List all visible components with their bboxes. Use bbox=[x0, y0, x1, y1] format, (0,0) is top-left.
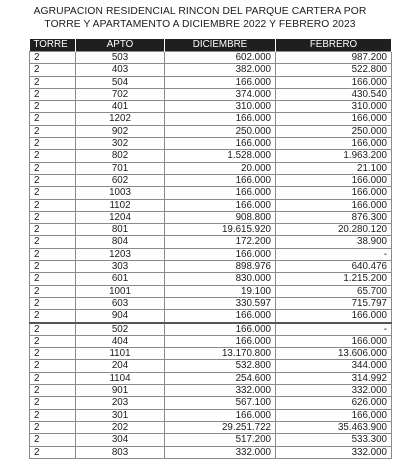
cell-apto: 404 bbox=[76, 335, 165, 347]
cell-apto: 603 bbox=[76, 297, 165, 309]
cell-febrero: 640.476 bbox=[276, 261, 392, 273]
cell-diciembre: 166.000 bbox=[165, 138, 276, 150]
cell-febrero: 166.000 bbox=[276, 113, 392, 125]
table-row bbox=[30, 64, 392, 76]
cell-apto: 702 bbox=[76, 88, 165, 100]
cell-torre: 2 bbox=[30, 236, 76, 248]
cell-apto: 1204 bbox=[76, 211, 165, 223]
cell-diciembre: 517.200 bbox=[165, 434, 276, 446]
cell-apto: 804 bbox=[76, 236, 165, 248]
cell-febrero: 715.797 bbox=[276, 297, 392, 309]
cell-torre: 2 bbox=[30, 76, 76, 88]
cell-febrero: 166.000 bbox=[276, 310, 392, 323]
cell-diciembre: 382.000 bbox=[165, 64, 276, 76]
table-row bbox=[30, 211, 392, 223]
cell-torre: 2 bbox=[30, 421, 76, 433]
cell-torre: 2 bbox=[30, 446, 76, 458]
table-row bbox=[30, 285, 392, 297]
table-row bbox=[30, 409, 392, 421]
table-header-row bbox=[30, 39, 392, 52]
document-title bbox=[0, 5, 400, 31]
table-row bbox=[30, 236, 392, 248]
cell-apto: 302 bbox=[76, 138, 165, 150]
cell-diciembre: 20.000 bbox=[165, 162, 276, 174]
cell-torre: 2 bbox=[30, 360, 76, 372]
cell-apto: 304 bbox=[76, 434, 165, 446]
cell-apto: 1202 bbox=[76, 113, 165, 125]
table-row bbox=[30, 248, 392, 260]
cell-febrero: 166.000 bbox=[276, 335, 392, 347]
cell-diciembre: 166.000 bbox=[165, 199, 276, 211]
cell-diciembre: 29.251.722 bbox=[165, 421, 276, 433]
cell-apto: 403 bbox=[76, 64, 165, 76]
cell-febrero: 166.000 bbox=[276, 138, 392, 150]
cell-torre: 2 bbox=[30, 248, 76, 260]
cell-apto: 1104 bbox=[76, 372, 165, 384]
cell-diciembre: 898.976 bbox=[165, 261, 276, 273]
table-row bbox=[30, 273, 392, 285]
table-row bbox=[30, 174, 392, 186]
cell-apto: 1001 bbox=[76, 285, 165, 297]
cell-diciembre: 310.000 bbox=[165, 101, 276, 113]
cell-torre: 2 bbox=[30, 211, 76, 223]
cell-febrero: 1.963.200 bbox=[276, 150, 392, 162]
table-row bbox=[30, 125, 392, 137]
cell-apto: 1101 bbox=[76, 348, 165, 360]
table-body bbox=[30, 52, 392, 459]
cell-diciembre: 166.000 bbox=[165, 174, 276, 186]
table-row bbox=[30, 397, 392, 409]
cell-apto: 601 bbox=[76, 273, 165, 285]
cell-diciembre: 330.597 bbox=[165, 297, 276, 309]
cell-apto: 902 bbox=[76, 125, 165, 137]
cell-apto: 904 bbox=[76, 310, 165, 323]
cell-febrero: 314.992 bbox=[276, 372, 392, 384]
table-row bbox=[30, 372, 392, 384]
cell-diciembre: 172.200 bbox=[165, 236, 276, 248]
cell-diciembre: 166.000 bbox=[165, 323, 276, 336]
cell-febrero: 310.000 bbox=[276, 101, 392, 113]
cell-apto: 301 bbox=[76, 409, 165, 421]
cell-diciembre: 254.600 bbox=[165, 372, 276, 384]
table-row bbox=[30, 385, 392, 397]
table-row bbox=[30, 76, 392, 88]
cell-torre: 2 bbox=[30, 101, 76, 113]
table-row bbox=[30, 224, 392, 236]
cell-torre: 2 bbox=[30, 88, 76, 100]
table-row bbox=[30, 88, 392, 100]
cell-febrero: 332.000 bbox=[276, 446, 392, 458]
cell-diciembre: 532.800 bbox=[165, 360, 276, 372]
cell-torre: 2 bbox=[30, 113, 76, 125]
cell-diciembre: 19.615.920 bbox=[165, 224, 276, 236]
title-line-1: AGRUPACION RESIDENCIAL RINCON DEL PARQUE CARTERA POR bbox=[33, 6, 367, 17]
cell-febrero: 1.215.200 bbox=[276, 273, 392, 285]
cell-apto: 204 bbox=[76, 360, 165, 372]
cell-diciembre: 166.000 bbox=[165, 113, 276, 125]
cell-diciembre: 908.800 bbox=[165, 211, 276, 223]
cell-febrero: 533.300 bbox=[276, 434, 392, 446]
cell-torre: 2 bbox=[30, 199, 76, 211]
table-row bbox=[30, 138, 392, 150]
cell-diciembre: 567.100 bbox=[165, 397, 276, 409]
cell-torre: 2 bbox=[30, 138, 76, 150]
cell-apto: 202 bbox=[76, 421, 165, 433]
cell-apto: 503 bbox=[76, 52, 165, 64]
cell-torre: 2 bbox=[30, 261, 76, 273]
cell-diciembre: 166.000 bbox=[165, 310, 276, 323]
cell-torre: 2 bbox=[30, 434, 76, 446]
table-row bbox=[30, 323, 392, 336]
table-row bbox=[30, 150, 392, 162]
cell-apto: 901 bbox=[76, 385, 165, 397]
cell-apto: 203 bbox=[76, 397, 165, 409]
cell-diciembre: 166.000 bbox=[165, 187, 276, 199]
cell-torre: 2 bbox=[30, 348, 76, 360]
cell-torre: 2 bbox=[30, 335, 76, 347]
title-line-2: TORRE Y APARTAMENTO A DICIEMBRE 2022 Y FEBRERO 2023 bbox=[44, 19, 356, 30]
cell-apto: 602 bbox=[76, 174, 165, 186]
cell-febrero: 166.000 bbox=[276, 187, 392, 199]
cell-apto: 502 bbox=[76, 323, 165, 336]
table-row bbox=[30, 113, 392, 125]
cell-febrero: 166.000 bbox=[276, 174, 392, 186]
table-row bbox=[30, 297, 392, 309]
cell-diciembre: 19.100 bbox=[165, 285, 276, 297]
table-row bbox=[30, 310, 392, 323]
cell-diciembre: 374.000 bbox=[165, 88, 276, 100]
cell-diciembre: 602.000 bbox=[165, 52, 276, 64]
cell-febrero: - bbox=[276, 323, 392, 336]
cell-febrero: 987.200 bbox=[276, 52, 392, 64]
cell-torre: 2 bbox=[30, 323, 76, 336]
cell-febrero: 65.700 bbox=[276, 285, 392, 297]
cell-diciembre: 13.170.800 bbox=[165, 348, 276, 360]
cell-torre: 2 bbox=[30, 385, 76, 397]
table-row bbox=[30, 421, 392, 433]
cell-apto: 802 bbox=[76, 150, 165, 162]
cell-febrero: 13.606.000 bbox=[276, 348, 392, 360]
cell-febrero: 20.280.120 bbox=[276, 224, 392, 236]
cell-febrero: 38.900 bbox=[276, 236, 392, 248]
cell-torre: 2 bbox=[30, 64, 76, 76]
cell-torre: 2 bbox=[30, 273, 76, 285]
cell-torre: 2 bbox=[30, 125, 76, 137]
cell-febrero: 166.000 bbox=[276, 199, 392, 211]
cell-diciembre: 166.000 bbox=[165, 335, 276, 347]
column-header-febrero: FEBRERO bbox=[276, 39, 392, 52]
cell-diciembre: 332.000 bbox=[165, 446, 276, 458]
cartera-table bbox=[29, 39, 392, 459]
cell-febrero: 344.000 bbox=[276, 360, 392, 372]
table-row bbox=[30, 162, 392, 174]
cell-diciembre: 166.000 bbox=[165, 409, 276, 421]
table-row bbox=[30, 360, 392, 372]
cell-apto: 504 bbox=[76, 76, 165, 88]
cell-torre: 2 bbox=[30, 187, 76, 199]
cell-torre: 2 bbox=[30, 372, 76, 384]
column-header-diciembre: DICIEMBRE bbox=[165, 39, 276, 52]
cell-torre: 2 bbox=[30, 52, 76, 64]
cell-torre: 2 bbox=[30, 297, 76, 309]
cell-apto: 1203 bbox=[76, 248, 165, 260]
column-header-apto: APTO bbox=[76, 39, 165, 52]
cell-torre: 2 bbox=[30, 285, 76, 297]
cell-torre: 2 bbox=[30, 310, 76, 323]
cell-apto: 801 bbox=[76, 224, 165, 236]
table-row bbox=[30, 335, 392, 347]
cell-febrero: 626.000 bbox=[276, 397, 392, 409]
cell-apto: 803 bbox=[76, 446, 165, 458]
column-header-torre: TORRE bbox=[30, 39, 76, 52]
cell-apto: 1003 bbox=[76, 187, 165, 199]
cell-diciembre: 830.000 bbox=[165, 273, 276, 285]
cell-febrero: 166.000 bbox=[276, 409, 392, 421]
table-row bbox=[30, 52, 392, 64]
cell-diciembre: 250.000 bbox=[165, 125, 276, 137]
table-row bbox=[30, 446, 392, 458]
cell-febrero: 332.000 bbox=[276, 385, 392, 397]
cell-febrero: 21.100 bbox=[276, 162, 392, 174]
table-row bbox=[30, 199, 392, 211]
cell-apto: 1102 bbox=[76, 199, 165, 211]
table-row bbox=[30, 101, 392, 113]
cell-apto: 401 bbox=[76, 101, 165, 113]
cell-torre: 2 bbox=[30, 224, 76, 236]
cell-diciembre: 166.000 bbox=[165, 248, 276, 260]
cell-torre: 2 bbox=[30, 397, 76, 409]
cell-febrero: 35.463.900 bbox=[276, 421, 392, 433]
cell-diciembre: 1.528.000 bbox=[165, 150, 276, 162]
table-row bbox=[30, 187, 392, 199]
cell-febrero: 876.300 bbox=[276, 211, 392, 223]
cell-torre: 2 bbox=[30, 409, 76, 421]
table-row bbox=[30, 348, 392, 360]
cell-torre: 2 bbox=[30, 174, 76, 186]
table-row bbox=[30, 261, 392, 273]
cell-febrero: 522.800 bbox=[276, 64, 392, 76]
cell-torre: 2 bbox=[30, 150, 76, 162]
cell-apto: 303 bbox=[76, 261, 165, 273]
cell-apto: 701 bbox=[76, 162, 165, 174]
cell-febrero: 166.000 bbox=[276, 76, 392, 88]
cell-torre: 2 bbox=[30, 162, 76, 174]
cell-febrero: - bbox=[276, 248, 392, 260]
cell-diciembre: 166.000 bbox=[165, 76, 276, 88]
cell-febrero: 250.000 bbox=[276, 125, 392, 137]
cell-febrero: 430.540 bbox=[276, 88, 392, 100]
cell-diciembre: 332.000 bbox=[165, 385, 276, 397]
